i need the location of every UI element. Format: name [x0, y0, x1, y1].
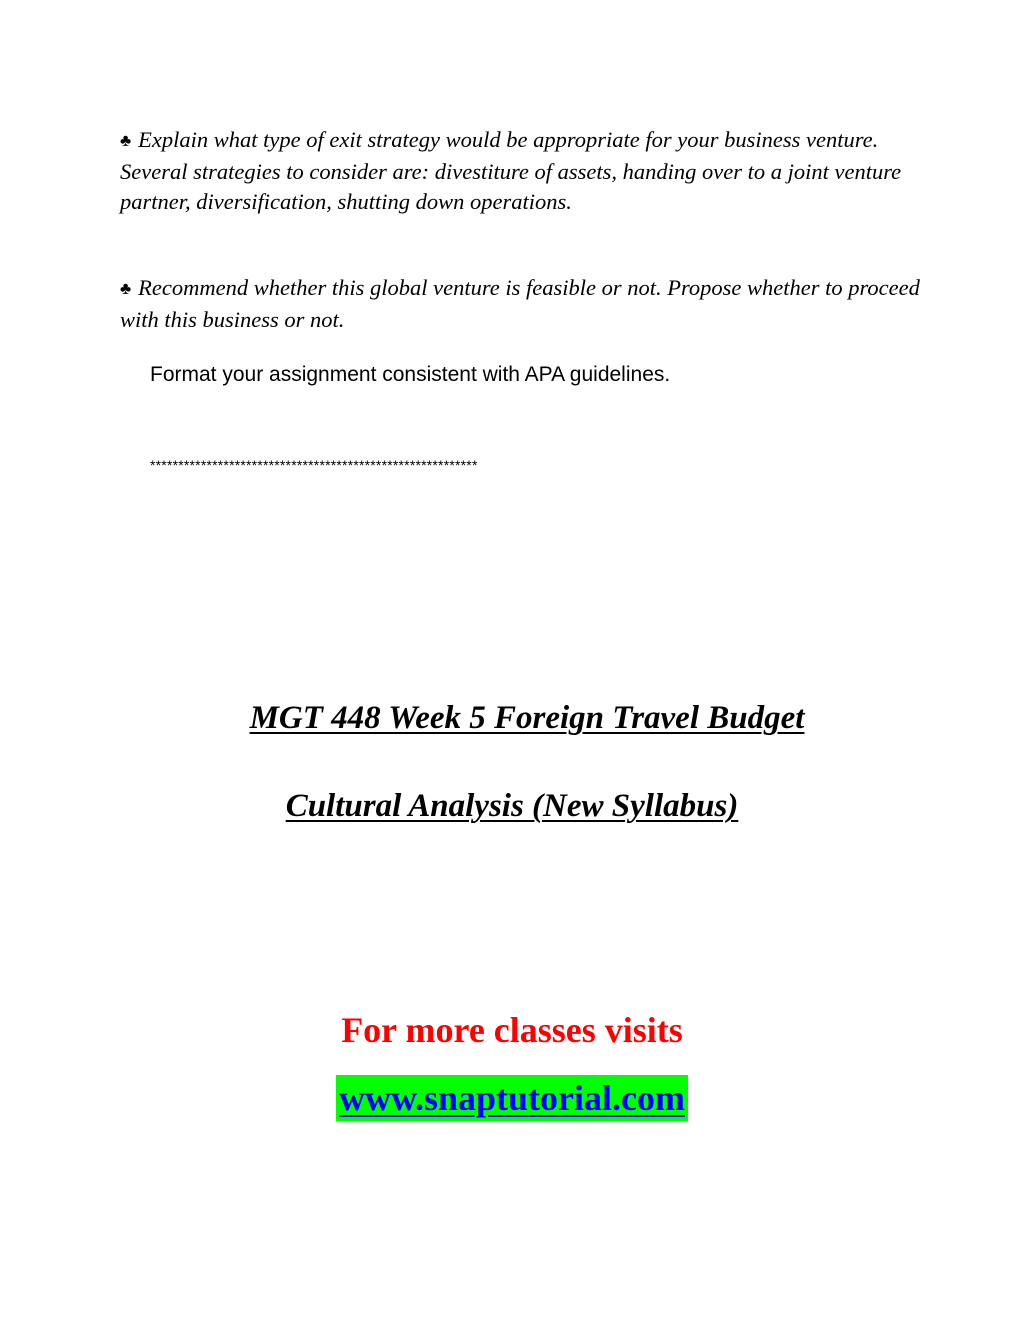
club-icon: ♣ — [120, 279, 132, 298]
feasibility-bullet — [120, 273, 920, 335]
assignment-title — [0, 786, 1024, 826]
feasibility-text: Recommend whether this global venture is feasible or not. Propose whether to proceed with this business or not. — [120, 275, 920, 332]
promo-text: For more classes visits — [341, 1010, 683, 1050]
exit-strategy-text: Explain what type of exit strategy would be appropriate for your business venture. Several strategies to consider are: divestiture of assets, handing over to a joint venture partner, diversification, shutting down operations. — [120, 127, 902, 214]
exit-strategy-bullet — [120, 125, 920, 218]
course-title — [15, 698, 1024, 738]
format-note: Format your assignment consistent with APA guidelines. — [150, 363, 671, 386]
assignment-title-text: Cultural Analysis (New Syllabus) — [285, 788, 739, 824]
club-icon: ♣ — [120, 131, 132, 150]
course-title-text: MGT 448 Week 5 Foreign Travel Budget — [249, 700, 805, 736]
separator-stars: ********************************************************** — [150, 457, 478, 473]
website-link-container — [0, 1075, 1024, 1121]
website-link[interactable]: www.snaptutorial.com — [336, 1075, 688, 1121]
